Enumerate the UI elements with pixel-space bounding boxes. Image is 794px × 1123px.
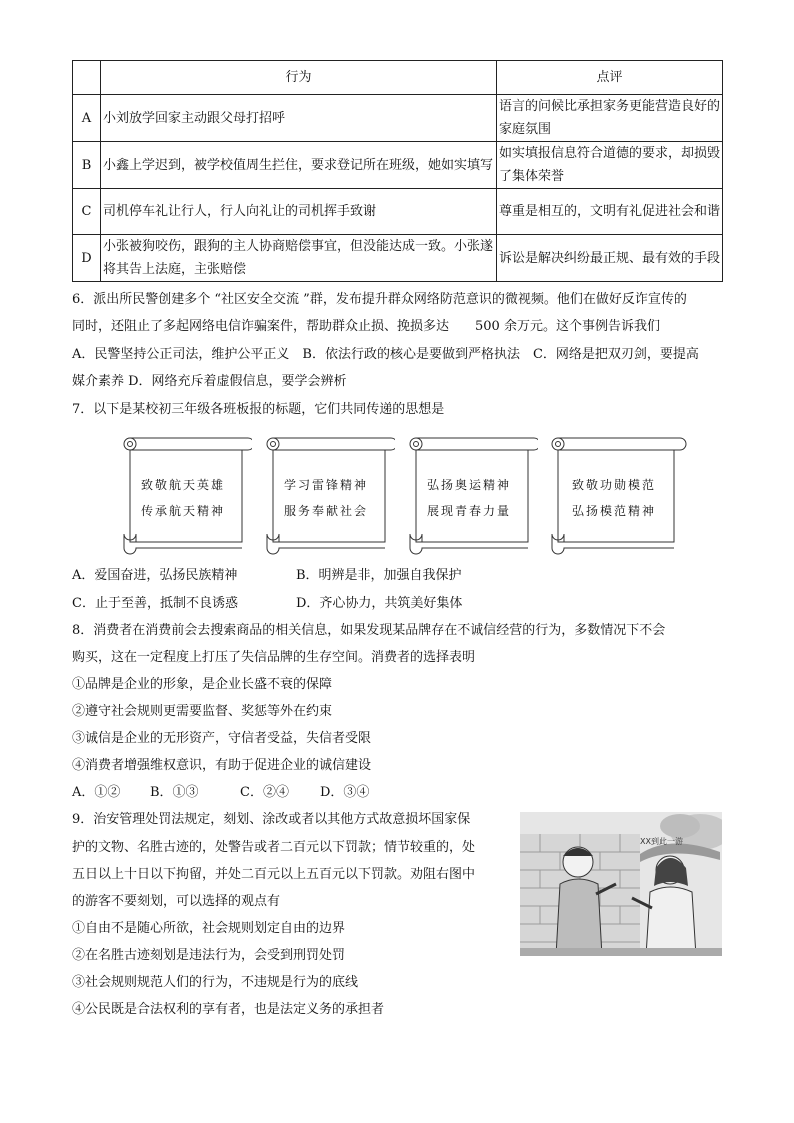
row-letter: C bbox=[73, 189, 101, 235]
scroll-line: 服务奉献社会 bbox=[283, 504, 368, 518]
options-table bbox=[72, 60, 723, 282]
scroll-title bbox=[550, 472, 678, 524]
q9-line-1: 9．治安管理处罚法规定，刻划、涂改或者以其他方式故意损坏国家保 bbox=[72, 812, 471, 827]
table-row bbox=[73, 142, 723, 189]
table-header-comment: 点评 bbox=[497, 61, 723, 95]
scroll-board-4 bbox=[550, 430, 680, 556]
row-behavior: 小张被狗咬伤，跟狗的主人协商赔偿事宜，但没能达成一致。小张遂将其告上法庭，主张赔偿 bbox=[101, 235, 497, 282]
q7-option-a: A．爱国奋进，弘扬民族精神 bbox=[72, 568, 238, 583]
q9-statement-4: ④公民既是合法权利的享有者，也是法定义务的承担者 bbox=[72, 1002, 385, 1017]
row-behavior: 小鑫上学迟到，被学校值周生拦住，要求登记所在班级，她如实填写 bbox=[101, 142, 497, 189]
row-comment: 诉讼是解决纠纷最正规、最有效的手段 bbox=[497, 235, 723, 282]
table-header-blank bbox=[73, 61, 101, 95]
scroll-title bbox=[265, 472, 387, 524]
q7-option-b: B．明辨是非，加强自我保护 bbox=[296, 568, 462, 583]
table-header-row bbox=[73, 61, 723, 95]
row-behavior: 小刘放学回家主动跟父母打招呼 bbox=[101, 95, 497, 142]
q8-option-a: A．①② bbox=[72, 785, 121, 800]
q6-line-2: 同时，还阻止了多起网络电信诈骗案件，帮助群众止损、挽损多达 500 余万元。这个事例告诉我们 bbox=[72, 319, 660, 334]
scroll-line: 学习雷锋精神 bbox=[283, 478, 368, 492]
q6-line-1: 6．派出所民警创建多个 “社区安全交流 ”群，发布提升群众网络防范意识的微视频。他们在做好反诈宣传的 bbox=[72, 292, 687, 307]
row-behavior: 司机停车礼让行人，行人向礼让的司机挥手致谢 bbox=[101, 189, 497, 235]
table-row bbox=[73, 95, 723, 142]
table-header-behavior: 行为 bbox=[101, 61, 497, 95]
q8-statement-3: ③诚信是企业的无形资产，守信者受益，失信者受限 bbox=[72, 731, 372, 746]
q9-line-2: 护的文物、名胜古迹的，处警告或者二百元以下罚款；情节较重的，处 bbox=[72, 840, 476, 855]
q8-statement-4: ④消费者增强维权意识，有助于促进企业的诚信建设 bbox=[72, 758, 372, 773]
scroll-board-2 bbox=[265, 430, 395, 556]
row-letter: B bbox=[73, 142, 101, 189]
q8-option-d: D．③④ bbox=[320, 785, 370, 800]
wall-graffiti-text: XX到此一游 bbox=[640, 837, 683, 846]
q8-statement-1: ①品牌是企业的形象，是企业长盛不衰的保障 bbox=[72, 677, 333, 692]
illustration-image bbox=[520, 812, 722, 956]
scroll-line: 致敬功勋模范 bbox=[571, 478, 656, 492]
scroll-line: 致敬航天英雄 bbox=[140, 478, 225, 492]
q7-stem: 7．以下是某校初三年级各班板报的标题，它们共同传递的思想是 bbox=[72, 402, 445, 417]
row-letter: D bbox=[73, 235, 101, 282]
q8-line-1: 8．消费者在消费前会去搜索商品的相关信息，如果发现某品牌存在不诚信经营的行为，多数情况下不会 bbox=[72, 623, 666, 638]
row-comment: 语言的问候比承担家务更能营造良好的家庭氛围 bbox=[497, 95, 723, 142]
table-row bbox=[73, 235, 723, 282]
illustration-icon bbox=[520, 812, 722, 956]
row-comment: 如实填报信息符合道德的要求，却损毁了集体荣誉 bbox=[497, 142, 723, 189]
scroll-line: 弘扬模范精神 bbox=[571, 504, 656, 518]
row-letter: A bbox=[73, 95, 101, 142]
q7-option-c: C．止于至善，抵制不良诱惑 bbox=[72, 596, 238, 611]
scroll-line: 展现青春力量 bbox=[426, 504, 511, 518]
q9-line-3: 五日以上十日以下拘留，并处二百元以上五百元以下罚款。劝阻右图中 bbox=[72, 867, 476, 882]
scroll-board-3 bbox=[408, 430, 538, 556]
q8-statement-2: ②遵守社会规则更需要监督、奖惩等外在约束 bbox=[72, 704, 333, 719]
q7-option-d: D．齐心协力，共筑美好集体 bbox=[296, 596, 463, 611]
q9-line-4: 的游客不要刻划，可以选择的观点有 bbox=[72, 894, 281, 909]
scroll-title bbox=[122, 472, 244, 524]
scroll-title bbox=[408, 472, 530, 524]
scroll-line: 弘扬奥运精神 bbox=[426, 478, 511, 492]
q6-options-line-2: 媒介素养 D．网络充斥着虚假信息，要学会辨析 bbox=[72, 374, 347, 389]
scroll-line: 传承航天精神 bbox=[140, 504, 225, 518]
q8-option-b: B．①③ bbox=[150, 785, 199, 800]
q9-statement-3: ③社会规则规范人们的行为，不违规是行为的底线 bbox=[72, 975, 359, 990]
q9-statement-2: ②在名胜古迹刻划是违法行为，会受到刑罚处罚 bbox=[72, 948, 346, 963]
q9-statement-1: ①自由不是随心所欲，社会规则划定自由的边界 bbox=[72, 921, 346, 936]
table-row bbox=[73, 189, 723, 235]
scroll-board-1 bbox=[122, 430, 252, 556]
q8-option-c: C．②④ bbox=[240, 785, 289, 800]
q8-line-2: 购买，这在一定程度上打压了失信品牌的生存空间。消费者的选择表明 bbox=[72, 650, 476, 665]
row-comment: 尊重是相互的，文明有礼促进社会和谐 bbox=[497, 189, 723, 235]
q6-options-line-1: A．民警坚持公正司法，维护公平正义 B．依法行政的核心是要做到严格执法 C．网络是把双刃剑，要提高 bbox=[72, 347, 699, 362]
